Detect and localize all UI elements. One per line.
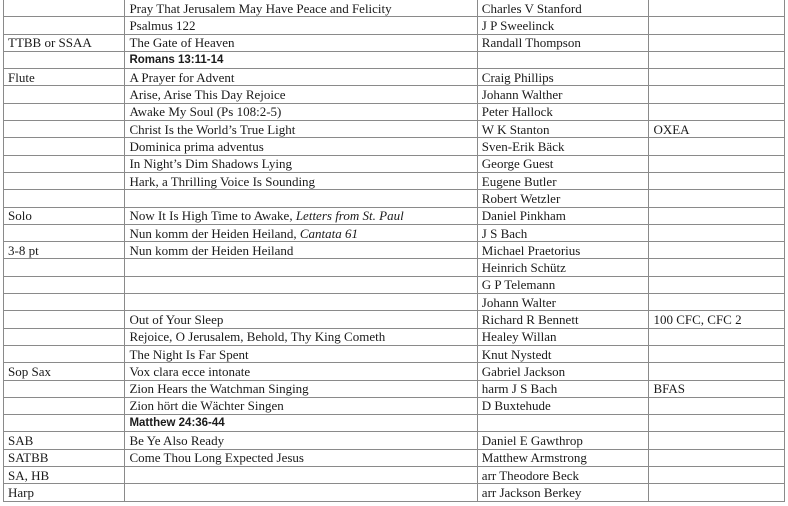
voicing-cell: SATBB (4, 449, 125, 466)
title-text: Now It Is High Time to Awake, (129, 208, 296, 224)
title-cell (125, 69, 477, 86)
anthem-table-body (4, 0, 785, 501)
title-cell (125, 224, 477, 241)
source-cell: 100 CFC, CFC 2 (649, 311, 785, 328)
title-text: Zion Hears the Watchman Singing (129, 381, 309, 397)
title-text: Matthew 24:36-44 (129, 416, 225, 429)
voicing-cell: SAB (4, 432, 125, 449)
title-text: Dominica prima adventus (129, 139, 264, 155)
voicing-cell (4, 17, 125, 34)
title-text: Hark, a Thrilling Voice Is Sounding (129, 173, 316, 189)
composer-cell: Robert Wetzler (477, 190, 649, 207)
title-cell (125, 449, 477, 466)
title-cell (125, 0, 477, 17)
source-cell (649, 51, 785, 68)
voicing-cell (4, 345, 125, 362)
title-text: Be Ye Also Ready (129, 433, 225, 449)
table-row (4, 276, 785, 293)
table-row (4, 69, 785, 86)
source-cell (649, 242, 785, 259)
voicing-cell (4, 224, 125, 241)
table-row (4, 432, 785, 449)
anthem-table (3, 0, 785, 502)
title-cell (125, 155, 477, 172)
table-row (4, 0, 785, 17)
source-cell (649, 69, 785, 86)
composer-cell: J P Sweelinck (477, 17, 649, 34)
title-text: Psalmus 122 (129, 17, 196, 33)
title-text: The Night Is Far Spent (129, 346, 249, 362)
title-cell (125, 103, 477, 120)
table-row (4, 467, 785, 484)
title-text: Come Thou Long Expected Jesus (129, 450, 304, 466)
table-row (4, 224, 785, 241)
voicing-cell (4, 259, 125, 276)
title-text: A Prayer for Advent (129, 69, 235, 85)
voicing-cell: 3-8 pt (4, 242, 125, 259)
title-cell (125, 138, 477, 155)
voicing-cell: Sop Sax (4, 363, 125, 380)
table-row (4, 86, 785, 103)
scripture-reading-heading (125, 415, 477, 432)
title-cell (125, 86, 477, 103)
composer-cell: Daniel E Gawthrop (477, 432, 649, 449)
title-cell (125, 207, 477, 224)
table-row (4, 242, 785, 259)
title-text: Pray That Jerusalem May Have Peace and Felicity (129, 0, 392, 16)
voicing-cell (4, 294, 125, 311)
source-cell (649, 415, 785, 432)
source-cell (649, 17, 785, 34)
table-row (4, 449, 785, 466)
composer-cell: D Buxtehude (477, 397, 649, 414)
voicing-cell (4, 397, 125, 414)
title-text: Romans 13:11-14 (129, 53, 224, 66)
composer-cell: Peter Hallock (477, 103, 649, 120)
table-row (4, 138, 785, 155)
title-cell (125, 34, 477, 51)
source-cell (649, 172, 785, 189)
source-cell (649, 397, 785, 414)
composer-cell: Craig Phillips (477, 69, 649, 86)
composer-cell: G P Telemann (477, 276, 649, 293)
title-cell (125, 345, 477, 362)
title-text: Christ Is the World’s True Light (129, 121, 296, 137)
table-row (4, 484, 785, 501)
voicing-cell (4, 121, 125, 138)
source-cell (649, 363, 785, 380)
table-row (4, 380, 785, 397)
source-cell (649, 328, 785, 345)
collection-title: Letters from St. Paul (295, 208, 404, 224)
source-cell (649, 103, 785, 120)
composer-cell: George Guest (477, 155, 649, 172)
title-cell (125, 172, 477, 189)
title-text: Out of Your Sleep (129, 311, 224, 327)
composer-cell: Gabriel Jackson (477, 363, 649, 380)
table-row (4, 190, 785, 207)
table-row (4, 34, 785, 51)
table-row (4, 155, 785, 172)
voicing-cell (4, 103, 125, 120)
source-cell (649, 345, 785, 362)
collection-title: Cantata 61 (299, 225, 359, 241)
source-cell (649, 207, 785, 224)
source-cell (649, 294, 785, 311)
source-cell (649, 138, 785, 155)
source-cell (649, 190, 785, 207)
composer-cell: arr Jackson Berkey (477, 484, 649, 501)
title-cell (125, 432, 477, 449)
source-cell (649, 449, 785, 466)
title-text: In Night’s Dim Shadows Lying (129, 156, 292, 172)
title-text: Awake My Soul (Ps 108:2-5) (129, 104, 282, 120)
composer-cell: Randall Thompson (477, 34, 649, 51)
table-row (4, 363, 785, 380)
table-row (4, 328, 785, 345)
table-row (4, 17, 785, 34)
source-cell: OXEA (649, 121, 785, 138)
scripture-reading-heading (125, 51, 477, 68)
composer-cell: Daniel Pinkham (477, 207, 649, 224)
table-row (4, 103, 785, 120)
composer-cell: J S Bach (477, 224, 649, 241)
title-text: The Gate of Heaven (129, 35, 235, 51)
title-cell (125, 276, 477, 293)
composer-cell (477, 51, 649, 68)
title-cell (125, 17, 477, 34)
table-row (4, 397, 785, 414)
title-cell (125, 328, 477, 345)
composer-cell: W K Stanton (477, 121, 649, 138)
title-cell (125, 380, 477, 397)
table-row (4, 311, 785, 328)
source-cell (649, 224, 785, 241)
title-text: Nun komm der Heiden Heiland, (129, 225, 300, 241)
voicing-cell (4, 311, 125, 328)
title-text: Rejoice, O Jerusalem, Behold, Thy King Cometh (129, 329, 386, 345)
composer-cell: Michael Praetorius (477, 242, 649, 259)
table-row (4, 259, 785, 276)
reading-heading-row (4, 51, 785, 68)
title-cell (125, 363, 477, 380)
composer-cell (477, 415, 649, 432)
table-row (4, 207, 785, 224)
reading-heading-row (4, 415, 785, 432)
source-cell: BFAS (649, 380, 785, 397)
title-cell (125, 467, 477, 484)
composer-cell: Richard R Bennett (477, 311, 649, 328)
table-row (4, 294, 785, 311)
composer-cell: Heinrich Schütz (477, 259, 649, 276)
voicing-cell (4, 172, 125, 189)
voicing-cell (4, 138, 125, 155)
title-cell (125, 294, 477, 311)
voicing-cell: TTBB or SSAA (4, 34, 125, 51)
voicing-cell (4, 190, 125, 207)
title-cell (125, 242, 477, 259)
source-cell (649, 34, 785, 51)
voicing-cell (4, 276, 125, 293)
composer-cell: Johann Walter (477, 294, 649, 311)
composer-cell: harm J S Bach (477, 380, 649, 397)
voicing-cell (4, 51, 125, 68)
voicing-cell (4, 155, 125, 172)
composer-cell: Eugene Butler (477, 172, 649, 189)
title-text: Arise, Arise This Day Rejoice (129, 87, 286, 103)
composer-cell: Johann Walther (477, 86, 649, 103)
source-cell (649, 467, 785, 484)
source-cell (649, 0, 785, 17)
title-text: Zion hört die Wächter Singen (129, 398, 284, 414)
voicing-cell: SA, HB (4, 467, 125, 484)
title-cell (125, 190, 477, 207)
voicing-cell: Solo (4, 207, 125, 224)
title-text: Nun komm der Heiden Heiland (129, 242, 294, 258)
title-cell (125, 397, 477, 414)
table-row (4, 345, 785, 362)
title-cell (125, 484, 477, 501)
source-cell (649, 432, 785, 449)
composer-cell: Charles V Stanford (477, 0, 649, 17)
voicing-cell: Harp (4, 484, 125, 501)
title-cell (125, 311, 477, 328)
composer-cell: Sven-Erik Bäck (477, 138, 649, 155)
voicing-cell (4, 86, 125, 103)
title-text: Vox clara ecce intonate (129, 363, 251, 379)
table-row (4, 121, 785, 138)
composer-cell: arr Theodore Beck (477, 467, 649, 484)
source-cell (649, 259, 785, 276)
source-cell (649, 276, 785, 293)
voicing-cell (4, 0, 125, 17)
source-cell (649, 484, 785, 501)
voicing-cell: Flute (4, 69, 125, 86)
composer-cell: Knut Nystedt (477, 345, 649, 362)
composer-cell: Matthew Armstrong (477, 449, 649, 466)
title-cell (125, 259, 477, 276)
source-cell (649, 155, 785, 172)
title-cell (125, 121, 477, 138)
source-cell (649, 86, 785, 103)
composer-cell: Healey Willan (477, 328, 649, 345)
voicing-cell (4, 380, 125, 397)
voicing-cell (4, 328, 125, 345)
table-row (4, 172, 785, 189)
voicing-cell (4, 415, 125, 432)
